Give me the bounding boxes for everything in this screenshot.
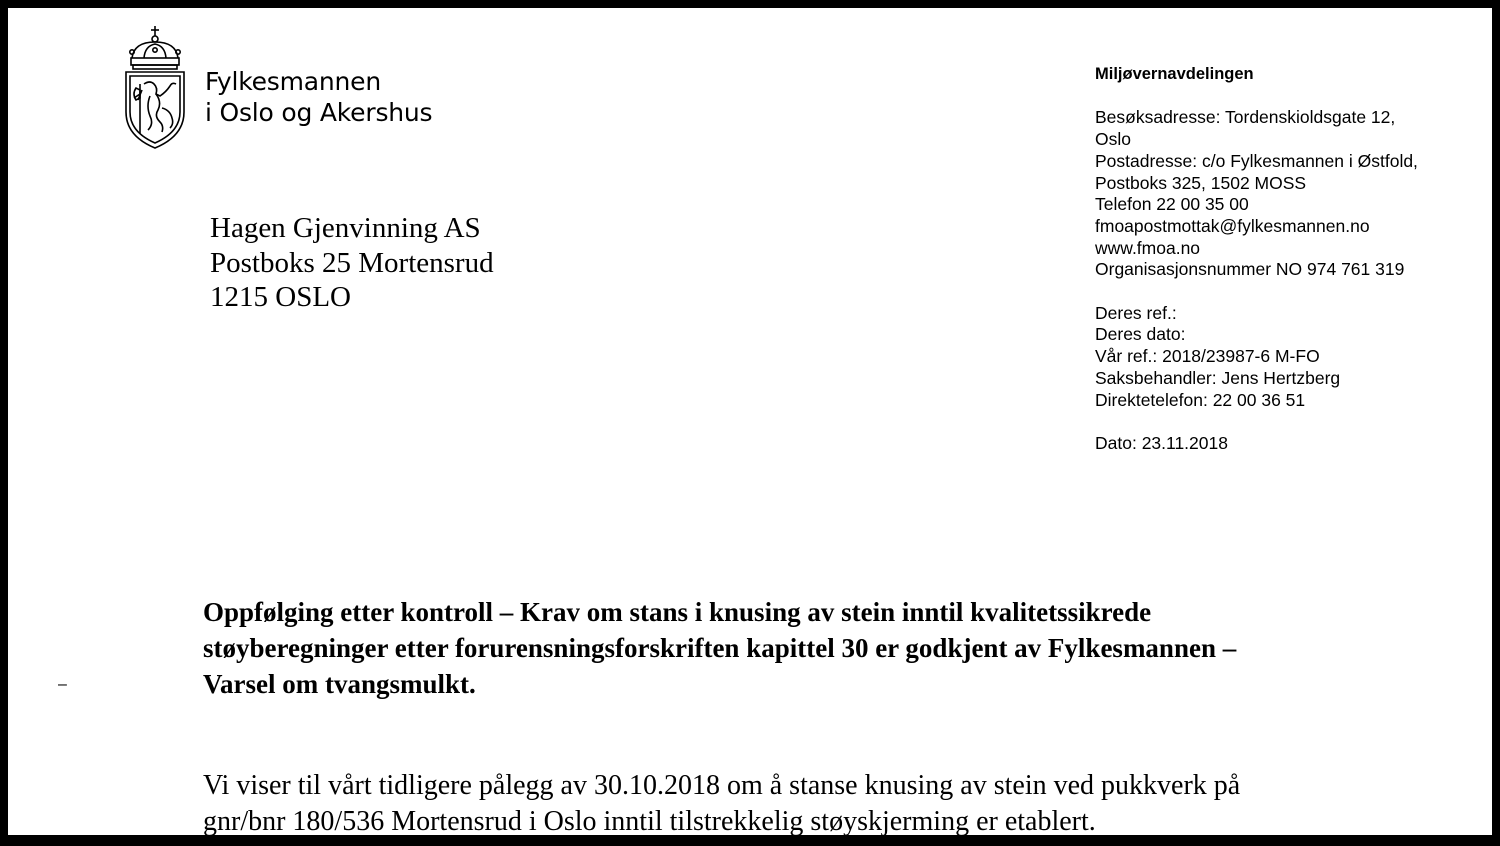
direct-phone: Direktetelefon: 22 00 36 51 (1095, 389, 1306, 410)
org-number: Organisasjonsnummer NO 974 761 319 (1095, 259, 1405, 280)
our-ref: Vår ref.: 2018/23987-6 M-FO (1095, 346, 1320, 367)
visit-address-1: Besøksadresse: Tordenskioldsgate 12, (1095, 107, 1396, 128)
letter-date: Dato: 23.11.2018 (1095, 432, 1228, 453)
recipient-name: Hagen Gjenvinning AS (210, 212, 481, 244)
your-ref: Deres ref.: (1095, 302, 1177, 323)
department: Miljøvernavdelingen (1095, 65, 1254, 83)
subject-line1: Oppfølging etter kontroll – Krav om stans i knusing av stein inntil kvalitetssikrede (203, 597, 1152, 627)
postal-address-2: Postboks 325, 1502 MOSS (1095, 172, 1307, 193)
document-page (8, 8, 1492, 835)
margin-mark: – (58, 676, 67, 693)
case-handler: Saksbehandler: Jens Hertzberg (1095, 367, 1341, 388)
subject-line2: støyberegninger etter forurensningsforskriften kapittel 30 er godkjent av Fylkesmannen – (203, 633, 1237, 663)
subject-line3: Varsel om tvangsmulkt. (203, 669, 476, 699)
email: fmoapostmottak@fylkesmannen.no (1095, 215, 1370, 236)
recipient-street: Postboks 25 Mortensrud (210, 246, 494, 279)
body-line1: Vi viser til vårt tidligere pålegg av 30.10.2018 om å stanse knusing av stein ved pukkverk på (203, 770, 1241, 801)
your-date: Deres dato: (1095, 324, 1186, 345)
org-name (205, 66, 432, 128)
norwegian-coat-of-arms-icon (120, 24, 190, 150)
body-paragraph (203, 768, 1403, 835)
website: www.fmoa.no (1095, 237, 1201, 258)
sender-info (1095, 64, 1485, 455)
subject-heading (203, 594, 1403, 702)
postal-address-1: Postadresse: c/o Fylkesmannen i Østfold, (1095, 150, 1418, 171)
visit-address-2: Oslo (1095, 129, 1131, 150)
recipient-postal: 1215 OSLO (210, 281, 351, 313)
phone: Telefon 22 00 35 00 (1095, 194, 1249, 215)
recipient-address (210, 211, 494, 315)
org-name-line1: Fylkesmannen (205, 67, 382, 96)
body-line2: gnr/bnr 180/536 Mortensrud i Oslo inntil tilstrekkelig støyskjerming er etablert. (203, 806, 1096, 835)
org-name-line2: i Oslo og Akershus (205, 98, 433, 127)
